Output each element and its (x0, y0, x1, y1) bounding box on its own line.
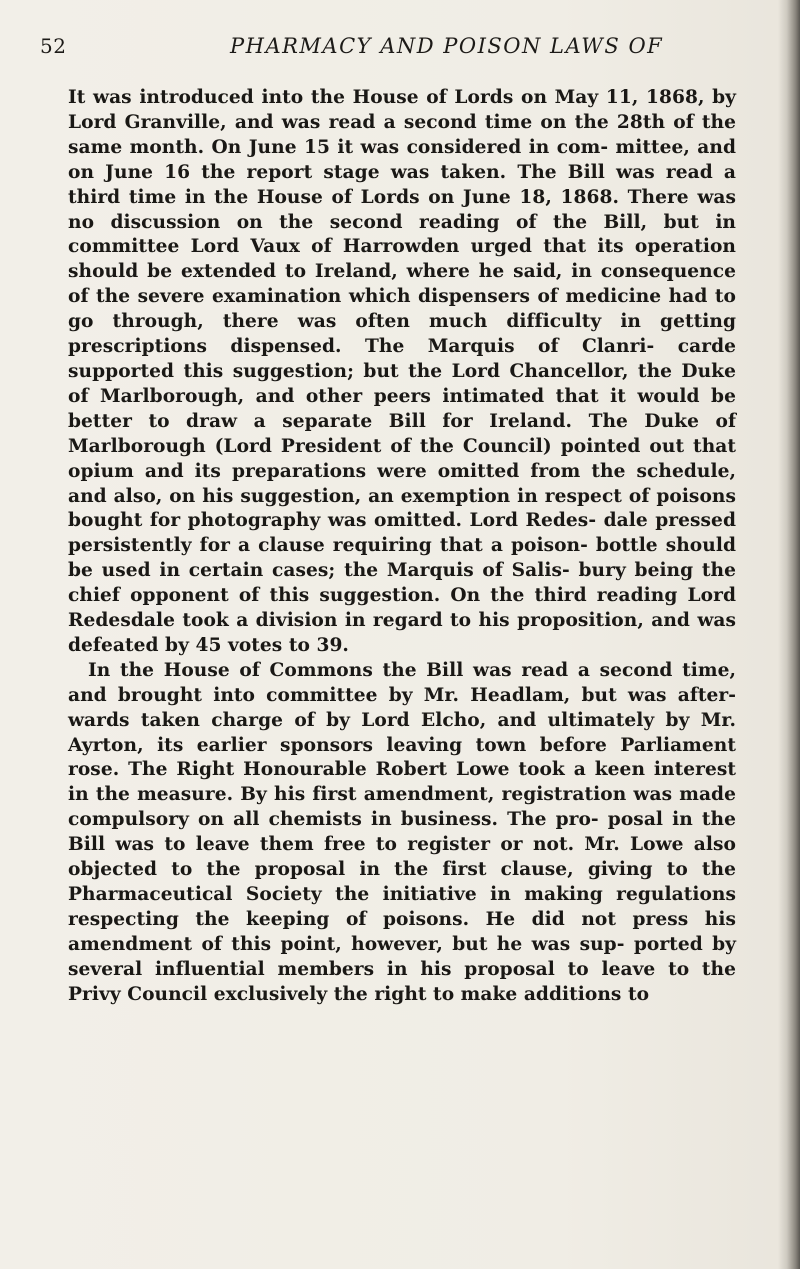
page-number: 52 (40, 34, 67, 58)
paragraph: In the House of Commons the Bill was read a second time, and brought into committee by Mr. Headlam, but was after- wards taken charge of by Lord Elcho, and ultimately by Mr. Ayrton, its earlier sponsors leaving town before Parliament rose. The Right Honourable Robert Lowe took a keen interest in the measure. By his first amendment, registration was made compulsory on all chemists in business. The pro- posal in the Bill was to leave them free to register or not. Mr. Lowe also objected to the proposal in the first clause, giving to the Pharmaceutical Society the initiative in making regulations respecting the keeping of poisons. He did not press his amendment of this point, however, but he was sup- ported by several influential members in his proposal to leave to the Privy Council exclusively the right to make additions to (68, 659, 736, 1005)
page-edge-shadow (778, 0, 800, 1269)
running-head: PHARMACY AND POISON LAWS OF (230, 34, 664, 58)
body-text (68, 86, 736, 1008)
paragraph: It was introduced into the House of Lords on May 11, 1868, by Lord Granville, and was read a second time on the 28th of the same month. On June 15 it was considered in com- mittee, and on June 16 the report stage was taken. The Bill was read a third time in the House of Lords on June 18, 1868. There was no discussion on the second reading of the Bill, but in committee Lord Vaux of Harrowden urged that its operation should be extended to Ireland, where he said, in consequence of the severe examination which dispensers of medicine had to go through, there was often much difficulty in getting prescriptions dispensed. The Marquis of Clanri- carde supported this suggestion; but the Lord Chancellor, the Duke of Marlborough, and other peers intimated that it would be better to draw a separate Bill for Ireland. The Duke of Marlborough (Lord President of the Council) pointed out that opium and its preparations were omitted from the schedule, and also, on his suggestion, an exemption in respect of poisons bought for photography was omitted. Lord Redes- dale pressed persistently for a clause requiring that a poison- bottle should be used in certain cases; the Marquis of Salis- bury being the chief opponent of this suggestion. On the third reading Lord Redesdale took a division in regard to his proposition, and was defeated by 45 votes to 39. (68, 87, 736, 656)
page-header (40, 34, 760, 70)
